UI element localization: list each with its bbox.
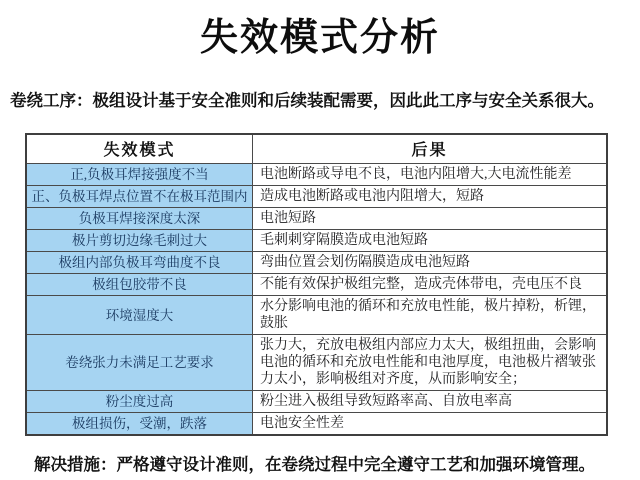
consequence-cell: 水分影响电池的循环和充放电性能，极片掉粉，析锂，鼓胀 — [253, 296, 608, 335]
table-row — [26, 252, 607, 274]
failure-mode-table — [25, 133, 608, 436]
failure-mode-cell: 环境湿度大 — [26, 296, 253, 335]
consequence-cell: 弯曲位置会划伤隔膜造成电池短路 — [253, 252, 608, 274]
consequence-cell: 电池断路或导电不良，电池内阻增大,大电流性能差 — [253, 164, 608, 186]
failure-mode-cell: 粉尘度过高 — [26, 391, 253, 413]
table-header — [26, 134, 607, 164]
table-row — [26, 186, 607, 208]
consequence-cell: 张力大，充放电极组内部应力太大，极组扭曲，会影响电池的循环和充放电性能和电池厚度，电池极片褶皱张力太小，影响极组对齐度，从而影响安全； — [253, 335, 608, 391]
consequence-cell: 毛刺刺穿隔膜造成电池短路 — [253, 230, 608, 252]
failure-mode-cell: 极片剪切边缘毛刺过大 — [26, 230, 253, 252]
header-row — [26, 134, 607, 164]
failure-mode-cell: 极组内部负极耳弯曲度不良 — [26, 252, 253, 274]
table-row — [26, 208, 607, 230]
table-row — [26, 274, 607, 296]
intro-text: 卷绕工序：极组设计基于安全准则和后续装配需要，因此此工序与安全关系很大。 — [10, 91, 604, 110]
table-row — [26, 296, 607, 335]
failure-mode-cell: 正,负极耳焊接强度不当 — [26, 164, 253, 186]
failure-mode-cell: 负极耳焊接深度太深 — [26, 208, 253, 230]
col-header-failure-mode: 失效模式 — [26, 134, 253, 164]
consequence-cell: 粉尘进入极组导致短路率高、自放电率高 — [253, 391, 608, 413]
consequence-cell: 不能有效保护极组完整，造成壳体带电，壳电压不良 — [253, 274, 608, 296]
table-row — [26, 391, 607, 413]
solution-text: 解决措施：严格遵守设计准则，在卷绕过程中完全遵守工艺和加强环境管理。 — [34, 455, 595, 474]
table-body — [26, 164, 607, 436]
page-title: 失效模式分析 — [199, 17, 440, 59]
failure-mode-cell: 极组损伤，受潮，跌落 — [26, 413, 253, 436]
table-row — [26, 335, 607, 391]
failure-mode-cell: 极组包胶带不良 — [26, 274, 253, 296]
consequence-cell: 电池短路 — [253, 208, 608, 230]
failure-mode-cell: 正、负极耳焊点位置不在极耳范围内 — [26, 186, 253, 208]
consequence-cell: 造成电池断路或电池内阻增大，短路 — [253, 186, 608, 208]
col-header-consequence: 后果 — [253, 134, 608, 164]
table-row — [26, 164, 607, 186]
table-row — [26, 230, 607, 252]
table-row — [26, 413, 607, 436]
failure-mode-cell: 卷绕张力未满足工艺要求 — [26, 335, 253, 391]
consequence-cell: 电池安全性差 — [253, 413, 608, 436]
